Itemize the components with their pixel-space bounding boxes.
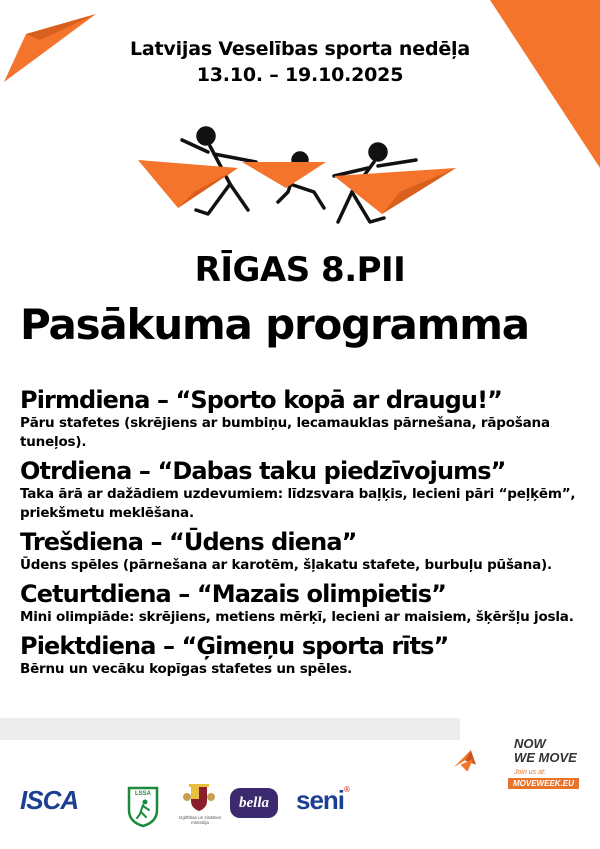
event-header: [70, 36, 530, 88]
day-description: Bērnu un vecāku kopīgas stafetes un spēles.: [20, 661, 353, 677]
now-we-move-logo: [514, 737, 577, 765]
day-description: Ūdens spēles (pārnešana ar karotēm, šļakatu stafete, burbuļu pūšana).: [20, 557, 552, 573]
now-we-move-line2: WE MOVE: [514, 750, 577, 765]
day-description: Mini olimpiāde: skrējiens, metiens mērķī, lecieni ar maisiem, šķēršļu josla.: [20, 609, 574, 625]
join-us-label: Join us at:: [514, 769, 546, 776]
ministry-label: Izglītības un zinātnes ministrija: [178, 815, 222, 825]
svg-text:LSSA: LSSA: [134, 791, 152, 797]
event-title: Latvijas Veselības sporta nedēļa: [130, 38, 470, 60]
day-monday: [20, 386, 590, 452]
now-we-move-logo-icon: [452, 735, 512, 785]
day-title: Otrdiena – “Dabas taku piedzīvojums”: [20, 457, 506, 485]
day-title: Pirmdiena – “Sporto kopā ar draugu!”: [20, 386, 503, 414]
day-description: Pāru stafetes (skrējiens ar bumbiņu, lecamauklas pārnešana, rāpošana tuneļos).: [20, 415, 550, 450]
lssa-logo: [127, 784, 159, 828]
day-title: Ceturtdiena – “Mazais olimpietis”: [20, 580, 447, 608]
day-friday: [20, 632, 590, 679]
ministry-crest-icon: [182, 783, 216, 813]
day-thursday: [20, 580, 590, 627]
registered-mark-icon: ®: [344, 785, 349, 794]
day-description: Taka ārā ar dažādiem uzdevumiem: līdzsvara baļķis, lecieni pāri “peļķēm”, priekšmetu meklēšana.: [20, 486, 576, 521]
day-title: Piektdiena – “Ģimeņu sporta rīts”: [20, 632, 449, 660]
event-dates: 13.10. – 19.10.2025: [196, 64, 404, 86]
bella-logo: bella: [230, 788, 278, 818]
dancing-figures-illustration: [138, 122, 458, 234]
program-title: Pasākuma programma: [20, 300, 529, 349]
isca-logo: ISCA: [20, 785, 79, 815]
day-tuesday: [20, 457, 590, 523]
now-we-move-line1: NOW: [514, 736, 546, 751]
seni-logo-text: seni: [296, 785, 345, 815]
moveweek-url: MOVEWEEK.EU: [508, 778, 579, 789]
seni-logo: [296, 785, 349, 816]
program-list: [20, 386, 590, 684]
footer-grey-band: [0, 718, 460, 740]
day-title: Trešdiena – “Ūdens diena”: [20, 528, 357, 556]
day-wednesday: [20, 528, 590, 575]
school-name: RĪGAS 8.PII: [194, 250, 406, 290]
